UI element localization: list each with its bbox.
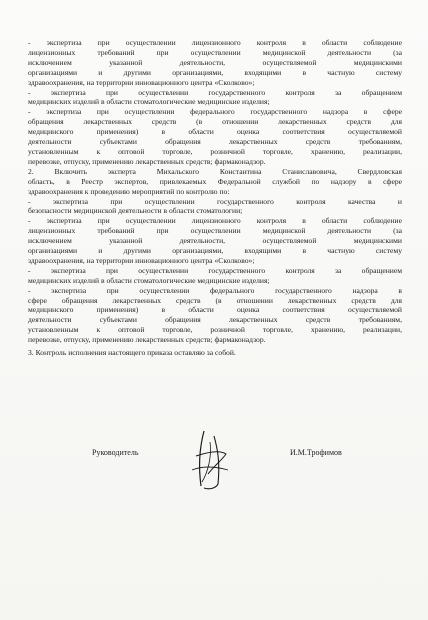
text-line: - экспертиза при осуществлении государственного контроля за обращением — [28, 265, 402, 275]
text-line: - экспертиза при осуществлении лицензионного контроля в области соблюдение — [28, 216, 402, 226]
text-line: медицинского применения) в области оценка соответствия осуществляемой — [28, 127, 402, 137]
text-line: медицинских изделий в области стоматологические медицинские изделия; — [28, 97, 270, 107]
text-line: деятельности субъектами обращения лекарственных средств требованиям, — [28, 315, 402, 325]
order-body-text — [28, 38, 402, 358]
text-line: организациями и другими организациями, входящими в частную систему — [28, 246, 402, 256]
text-line: организациями и другими организациями, входящими в частную систему — [28, 67, 402, 77]
text-line: деятельности субъектами обращения лекарственных средств требованиям, — [28, 137, 402, 147]
text-line: здравоохранения, на территории инновационного центра «Сколково»; — [28, 255, 255, 265]
handwritten-signature — [174, 426, 244, 496]
text-line: перевозке, отпуску, применению лекарственных средств; фармаконадзор. — [28, 335, 266, 345]
signer-name: И.М.Трофимов — [290, 448, 342, 457]
text-line: 2. Включить эксперта Михальского Константина Станиславовича, Свердловская — [28, 166, 402, 176]
text-line: установленным к оптовой торговле, розничной торговле, хранению, реализации, — [28, 146, 402, 156]
text-line: медицинских изделий в области стоматологические медицинские изделия; — [28, 275, 270, 285]
text-line: - экспертиза при осуществлении государственного контроля за обращением — [28, 87, 402, 97]
text-line: безопасности медицинской деятельности в области стоматологии; — [28, 206, 243, 216]
text-line: - экспертиза при осуществлении государственного контроля качества и — [28, 196, 402, 206]
text-line: лицензионных требований при осуществлении медицинской деятельности (за — [28, 226, 402, 236]
text-line: медицинского применения) в области оценка соответствия осуществляемой — [28, 305, 402, 315]
text-line: установленным к оптовой торговле, розничной торговле, хранению, реализации, — [28, 325, 402, 335]
text-line: - экспертиза при осуществлении федерального государственного надзора в — [28, 285, 402, 295]
text-line: - экспертиза при осуществлении лицензионного контроля в области соблюдение — [28, 38, 402, 47]
text-line: обращения лекарственных средств (в отношении лекарственных средств для — [28, 117, 402, 127]
text-line: область, в Реестр экспертов, привлекаемых Федеральной службой по надзору в сфере — [28, 176, 402, 186]
text-line: лицензионных требований при осуществлении медицинской деятельности (за — [28, 47, 402, 57]
text-line: здравоохранения, на территории инновационного центра «Сколково»; — [28, 77, 255, 87]
text-line: исключением указанной деятельности, осуществляемой медицинскими — [28, 57, 402, 67]
text-line: здравоохранения к проведению мероприятий по контролю по: — [28, 186, 230, 196]
text-line: - экспертиза при осуществлении федерального государственного надзора в сфере — [28, 107, 402, 117]
text-line: исключением указанной деятельности, осуществляемой медицинскими — [28, 236, 402, 246]
text-line: сфере обращения лекарственных средств (в отношении лекарственных средств для — [28, 295, 402, 305]
signature-block — [88, 438, 388, 498]
text-line: 3. Контроль исполнения настоящего приказа оставляю за собой. — [28, 348, 236, 358]
signer-role: Руководитель — [92, 448, 139, 457]
text-line: перевозке, отпуску, применению лекарственных средств; фармаконадзор. — [28, 156, 266, 166]
